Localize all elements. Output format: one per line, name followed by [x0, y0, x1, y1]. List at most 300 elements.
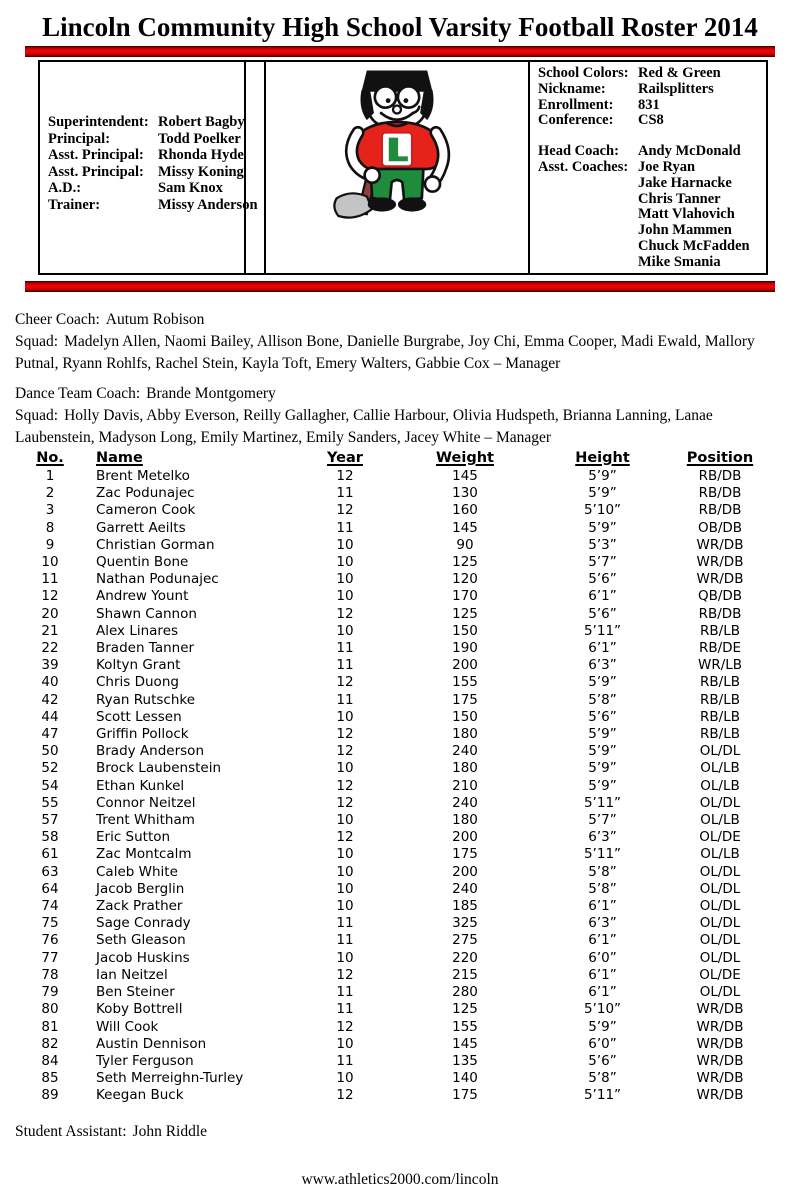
table-cell: Ethan Kunkel [96, 777, 185, 794]
table-cell: Chris Duong [96, 674, 179, 691]
table-cell: 57 [41, 812, 59, 829]
table-cell: 150 [452, 622, 478, 639]
table-cell: OL/DL [699, 743, 741, 760]
table-cell: 200 [452, 863, 478, 880]
table-cell: 5’9” [588, 468, 617, 484]
table-cell: 220 [452, 949, 478, 966]
school-box-gap [538, 129, 766, 144]
table-cell: 11 [336, 915, 354, 932]
table-cell: Christian Gorman [96, 536, 215, 553]
table-cell: WR/DB [696, 571, 744, 588]
cheer-squad-label: Squad: [15, 333, 59, 350]
table-cell: WR/DB [696, 1052, 744, 1069]
table-row [30, 657, 800, 674]
column-header [70, 449, 300, 468]
table-cell: Alex Linares [96, 622, 179, 639]
table-cell: 145 [452, 519, 478, 536]
table-cell: Braden Tanner [96, 640, 195, 657]
table-cell: 10 [336, 846, 354, 863]
table-cell: Koby Bottrell [96, 1001, 183, 1018]
table-row [30, 640, 800, 657]
table-cell: 11 [336, 485, 354, 502]
table-cell: 180 [452, 812, 478, 829]
table-cell: 275 [452, 932, 478, 949]
school-box [530, 62, 766, 273]
column-header [390, 449, 540, 468]
table-cell: RB/DE [698, 640, 742, 657]
table-cell: 175 [452, 691, 478, 708]
table-cell: 5’8” [588, 1070, 617, 1087]
table-row [30, 1036, 800, 1053]
staff-value: Robert Bagby [158, 114, 245, 130]
table-cell: 6’1” [588, 640, 617, 657]
column-header-text: Position [686, 450, 754, 466]
table-row [30, 674, 800, 691]
table-cell: 44 [41, 708, 59, 725]
table-cell: 10 [336, 622, 354, 639]
school-info-label: Nickname: [538, 80, 606, 97]
asst-coaches-row [538, 160, 766, 176]
table-cell: Quentin Bone [96, 554, 189, 571]
cheer-coach-label: Cheer Coach: [15, 311, 100, 328]
table-cell: 5’6” [588, 605, 617, 622]
table-cell: 10 [336, 812, 354, 829]
staff-value: Todd Poelker [158, 130, 241, 147]
table-cell: 12 [336, 468, 354, 484]
staff-box-rows [48, 114, 258, 213]
table-cell: 175 [452, 846, 478, 863]
table-cell: 6’1” [588, 932, 617, 949]
table-cell: 120 [452, 571, 478, 588]
student-assistant-label: Student Assistant: [15, 1122, 127, 1140]
table-cell: 75 [41, 915, 59, 932]
table-cell: Andrew Yount [96, 588, 189, 605]
column-header [540, 449, 665, 468]
table-cell: WR/DB [696, 1087, 744, 1104]
table-row [30, 588, 800, 605]
table-cell: 11 [336, 640, 354, 657]
staff-row [48, 196, 258, 214]
table-cell: 12 [336, 829, 354, 846]
table-cell: 145 [452, 1035, 478, 1052]
table-cell: RB/DB [698, 485, 742, 502]
table-cell: 55 [41, 794, 59, 811]
dance-coach-label: Dance Team Coach: [15, 385, 141, 402]
asst-coach-name: Matt Vlahovich [638, 206, 735, 223]
table-cell: 5’9” [588, 485, 617, 502]
table-cell: Seth Gleason [96, 932, 186, 949]
table-cell: 1 [45, 468, 55, 484]
table-cell: 180 [452, 726, 478, 743]
staff-value: Sam Knox [158, 180, 223, 196]
table-cell: 140 [452, 1070, 478, 1087]
dance-coach-line [15, 383, 785, 405]
table-cell: OL/DL [699, 880, 741, 897]
table-cell: RB/LB [700, 726, 740, 743]
table-cell: 5’7” [588, 812, 617, 829]
table-cell: 5’11” [583, 1087, 622, 1104]
table-cell: WR/DB [696, 554, 744, 571]
table-row [30, 864, 800, 881]
table-cell: OL/LB [700, 760, 740, 777]
table-cell: WR/LB [697, 657, 743, 674]
header-boxes [38, 60, 768, 275]
student-assistant-line [15, 1121, 785, 1143]
table-cell: 6’3” [588, 657, 617, 674]
school-info-row [538, 66, 766, 82]
table-cell: Tyler Ferguson [96, 1052, 194, 1069]
table-cell: 10 [336, 571, 354, 588]
table-cell: 6’0” [588, 949, 617, 966]
dance-coach-value: Brande Montgomery [146, 385, 276, 402]
table-row [30, 778, 800, 795]
table-cell: Shawn Cannon [96, 605, 197, 622]
table-cell: 200 [452, 829, 478, 846]
table-row [30, 485, 800, 502]
staff-value: Rhonda Hyde [158, 147, 244, 163]
table-cell: Connor Neitzel [96, 794, 196, 811]
staff-label: Trainer: [48, 196, 101, 213]
table-row [30, 571, 800, 588]
table-cell: 6’3” [588, 915, 617, 932]
table-row [30, 984, 800, 1001]
dance-squad-label: Squad: [15, 407, 59, 424]
column-header [30, 449, 70, 468]
table-row [30, 881, 800, 898]
head-coach-label: Head Coach: [538, 143, 619, 160]
table-cell: Zac Podunajec [96, 485, 195, 502]
table-row [30, 760, 800, 777]
table-cell: 81 [41, 1018, 59, 1035]
column-header-text: Name [96, 450, 143, 466]
table-cell: 64 [41, 880, 59, 897]
table-cell: 240 [452, 880, 478, 897]
table-cell: 8 [45, 519, 55, 536]
table-cell: 135 [452, 1052, 478, 1069]
table-cell: RB/LB [700, 674, 740, 691]
table-cell: 39 [41, 657, 59, 674]
table-cell: 5’11” [583, 622, 622, 639]
table-row [30, 846, 800, 863]
table-cell: Keegan Buck [96, 1087, 184, 1104]
table-cell: 5’7” [588, 554, 617, 571]
table-row [30, 502, 800, 519]
asst-coach-name: Jake Harnacke [638, 174, 732, 191]
table-cell: 12 [41, 588, 59, 605]
staff-row [48, 180, 244, 197]
table-cell: 78 [41, 966, 59, 983]
railsplitter-mascot-logo [326, 65, 468, 225]
dance-squad-line [15, 405, 785, 449]
table-cell: 5’6” [588, 1052, 617, 1069]
red-divider-bottom [25, 281, 775, 292]
table-cell: 12 [336, 502, 354, 519]
table-cell: 2 [45, 485, 55, 502]
table-cell: 280 [452, 984, 478, 1001]
table-cell: 50 [41, 743, 59, 760]
table-cell: 12 [336, 1087, 354, 1104]
table-cell: 11 [336, 691, 354, 708]
staff-row [48, 164, 244, 181]
footer-url: www.athletics2000.com/lincoln [301, 1170, 499, 1188]
table-cell: RB/LB [700, 691, 740, 708]
table-cell: Seth Merreighn-Turley [96, 1070, 244, 1087]
table-cell: 52 [41, 760, 59, 777]
table-cell: OL/DL [699, 932, 741, 949]
table-cell: 11 [336, 1052, 354, 1069]
table-cell: WR/DB [696, 1035, 744, 1052]
table-cell: 5’9” [588, 777, 617, 794]
table-cell: OL/LB [700, 812, 740, 829]
table-row [30, 537, 800, 554]
table-cell: 10 [336, 1035, 354, 1052]
column-header [300, 449, 390, 468]
logo-box [266, 62, 530, 273]
table-row [30, 829, 800, 846]
staff-label: Superintendent: [48, 114, 149, 130]
table-cell: 80 [41, 1001, 59, 1018]
table-cell: 11 [336, 984, 354, 1001]
asst-coach-name: John Mammen [638, 222, 732, 239]
table-cell: 12 [336, 726, 354, 743]
table-cell: OL/DL [699, 863, 741, 880]
table-cell: RB/DB [698, 605, 742, 622]
column-header-text: Height [575, 450, 630, 466]
table-cell: 200 [452, 657, 478, 674]
table-cell: Brock Laubenstein [96, 760, 222, 777]
table-cell: 6’0” [588, 1035, 617, 1052]
school-info-row [538, 82, 766, 98]
table-cell: Ian Neitzel [96, 966, 168, 983]
table-cell: 85 [41, 1070, 59, 1087]
table-cell: 77 [41, 949, 59, 966]
table-cell: 185 [452, 898, 478, 915]
table-cell: 5’9” [588, 760, 617, 777]
table-cell: Trent Whitham [96, 812, 195, 829]
table-row [30, 692, 800, 709]
table-cell: 12 [336, 794, 354, 811]
table-cell: 21 [41, 622, 59, 639]
table-row [30, 967, 800, 984]
table-cell: 10 [336, 554, 354, 571]
table-cell: 155 [452, 1018, 478, 1035]
table-cell: 5’9” [588, 1018, 617, 1035]
table-cell: 5’11” [583, 846, 622, 863]
table-cell: 42 [41, 691, 59, 708]
table-row [30, 950, 800, 967]
table-cell: 12 [336, 777, 354, 794]
table-cell: Austin Dennison [96, 1035, 207, 1052]
table-cell: 12 [336, 674, 354, 691]
table-cell: OL/DL [699, 949, 741, 966]
table-row [30, 1019, 800, 1036]
table-cell: 10 [336, 760, 354, 777]
table-cell: Brent Metelko [96, 468, 190, 484]
table-cell: 89 [41, 1087, 59, 1104]
table-cell: Sage Conrady [96, 915, 191, 932]
table-cell: 47 [41, 726, 59, 743]
table-cell: 22 [41, 640, 59, 657]
table-cell: 175 [452, 1087, 478, 1104]
table-cell: 10 [336, 949, 354, 966]
asst-coach-name: Mike Smania [638, 253, 721, 270]
table-cell: 63 [41, 863, 59, 880]
table-cell: WR/DB [696, 1070, 744, 1087]
table-row [30, 1053, 800, 1070]
school-info-rows [538, 66, 766, 129]
table-cell: 20 [41, 605, 59, 622]
table-cell: 76 [41, 932, 59, 949]
staff-value: Missy Koning [158, 163, 244, 180]
table-cell: 79 [41, 984, 59, 1001]
table-row [30, 915, 800, 932]
table-cell: 180 [452, 760, 478, 777]
table-cell: WR/DB [696, 1001, 744, 1018]
table-cell: OL/DL [699, 915, 741, 932]
table-cell: 10 [41, 554, 59, 571]
staff-label: Asst. Principal: [48, 147, 144, 163]
table-cell: WR/DB [696, 1018, 744, 1035]
table-cell: 325 [452, 915, 478, 932]
table-cell: RB/LB [700, 622, 740, 639]
school-info-value: CS8 [638, 112, 664, 129]
table-cell: 240 [452, 794, 478, 811]
table-cell: Cameron Cook [96, 502, 196, 519]
table-cell: Nathan Podunajec [96, 571, 219, 588]
table-cell: Jacob Berglin [96, 880, 185, 897]
table-row [30, 932, 800, 949]
table-cell: 190 [452, 640, 478, 657]
table-cell: 10 [336, 708, 354, 725]
school-info-row [538, 98, 766, 114]
table-row [30, 623, 800, 640]
table-cell: 125 [452, 554, 478, 571]
table-cell: OB/DB [697, 519, 743, 536]
table-cell: 160 [452, 502, 478, 519]
table-cell: OL/DL [699, 984, 741, 1001]
table-cell: 5’3” [588, 536, 617, 553]
staff-row [48, 131, 244, 148]
table-cell: 10 [336, 1070, 354, 1087]
table-row [30, 606, 800, 623]
table-row [30, 709, 800, 726]
table-cell: Eric Sutton [96, 829, 171, 846]
school-info-value: Red & Green [638, 65, 721, 81]
table-cell: 10 [336, 536, 354, 553]
table-cell: 11 [336, 657, 354, 674]
roster-body [30, 468, 800, 1105]
table-cell: RB/LB [700, 708, 740, 725]
table-row [30, 468, 800, 485]
school-info-value: 831 [638, 96, 660, 113]
table-cell: 150 [452, 708, 478, 725]
header-spacer [246, 62, 266, 273]
table-row [30, 898, 800, 915]
table-cell: 210 [452, 777, 478, 794]
staff-row [48, 114, 244, 131]
table-cell: 5’11” [583, 794, 622, 811]
table-cell: 5’8” [588, 863, 617, 880]
table-cell: 54 [41, 777, 59, 794]
table-cell: 3 [45, 502, 55, 519]
table-cell: OL/DE [699, 966, 741, 983]
cheer-coach-line [15, 309, 785, 331]
table-cell: 5’10” [583, 1001, 622, 1018]
student-assistant-value: John Riddle [132, 1122, 208, 1140]
table-cell: 170 [452, 588, 478, 605]
table-cell: Caleb White [96, 863, 178, 880]
table-cell: 6’1” [588, 588, 617, 605]
asst-coaches-extra [538, 176, 766, 271]
table-cell: Jacob Huskins [96, 949, 190, 966]
table-cell: OL/DE [699, 829, 741, 846]
table-row [30, 795, 800, 812]
table-row [30, 743, 800, 760]
table-cell: Griffin Pollock [96, 726, 189, 743]
cheer-squad-line [15, 331, 785, 375]
school-info-row [538, 113, 766, 129]
table-cell: OL/DL [699, 794, 741, 811]
table-cell: 10 [336, 880, 354, 897]
table-cell: Ben Steiner [96, 984, 175, 1001]
table-cell: WR/DB [696, 536, 744, 553]
table-cell: 12 [336, 1018, 354, 1035]
table-cell: 90 [456, 536, 474, 553]
table-cell: RB/DB [698, 502, 742, 519]
table-cell: RB/DB [698, 468, 742, 484]
table-cell: 125 [452, 1001, 478, 1018]
school-info-label: School Colors: [538, 65, 629, 81]
school-info-label: Conference: [538, 112, 614, 129]
asst-coach-name: Joe Ryan [638, 158, 696, 175]
table-cell: 5’6” [588, 571, 617, 588]
staff-label: Principal: [48, 130, 111, 147]
table-row [30, 1001, 800, 1018]
table-cell: 9 [45, 536, 55, 553]
cheer-squad-names: Madelyn Allen, Naomi Bailey, Allison Bone, Danielle Burgrabe, Joy Chi, Emma Cooper, Madi Ewald, Mallory Putnal, Ryann Rohlfs, Rachel Stein, Kayla Toft, Emery Walters, Gabbie Cox – Manager [15, 333, 755, 372]
table-cell: Koltyn Grant [96, 657, 181, 674]
table-cell: Will Cook [96, 1018, 159, 1035]
table-cell: 11 [41, 571, 59, 588]
roster-header-row [30, 449, 800, 468]
table-cell: 82 [41, 1035, 59, 1052]
table-cell: 5’9” [588, 674, 617, 691]
dance-squad-names: Holly Davis, Abby Everson, Reilly Gallagher, Callie Harbour, Olivia Hudspeth, Brianna Lanning, Lanae Laubenstein, Madyson Long, Emily Martinez, Emily Sanders, Jacey White – Manager [15, 407, 713, 446]
table-cell: 215 [452, 966, 478, 983]
head-coach-value: Andy McDonald [638, 143, 741, 160]
table-cell: 12 [336, 966, 354, 983]
table-cell: 11 [336, 519, 354, 536]
table-cell: OL/LB [700, 846, 740, 863]
table-row [30, 1087, 800, 1104]
table-row [30, 1070, 800, 1087]
table-row [30, 812, 800, 829]
staff-value: Missy Anderson [158, 196, 258, 213]
table-cell: 6’1” [588, 966, 617, 983]
column-header-text: Year [327, 450, 363, 466]
table-cell: 5’8” [588, 880, 617, 897]
table-cell: 145 [452, 468, 478, 484]
staff-label: A.D.: [48, 180, 82, 196]
red-divider-top [25, 46, 775, 57]
table-row [30, 554, 800, 571]
table-cell: OL/LB [700, 777, 740, 794]
table-cell: 6’1” [588, 984, 617, 1001]
table-cell: Zac Montcalm [96, 846, 192, 863]
table-cell: 130 [452, 485, 478, 502]
table-cell: 12 [336, 743, 354, 760]
table-cell: 10 [336, 863, 354, 880]
